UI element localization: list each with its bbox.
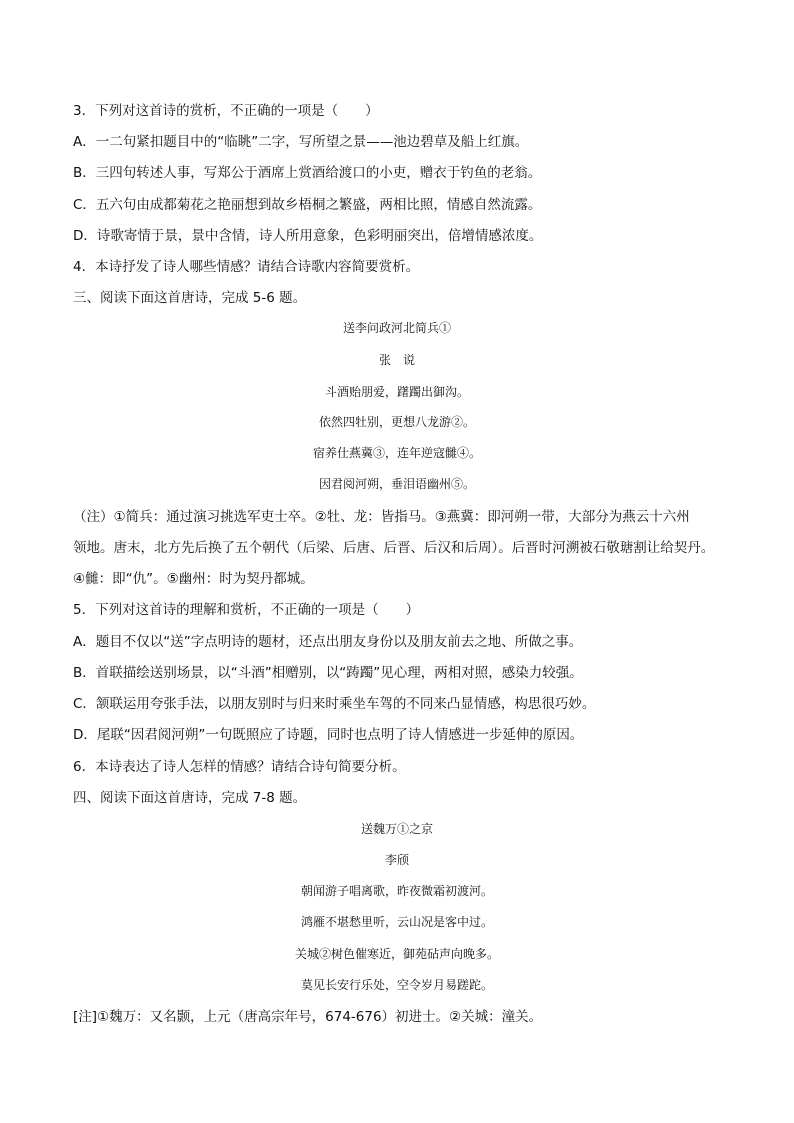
q3-option-d: D．诗歌寄情于景，景中含情，诗人所用意象，色彩明丽突出，倍增情感浓度。 (73, 228, 543, 244)
poem1-line-2: 依然四牡别，更想八龙游②。 (318, 415, 475, 429)
section4-heading: 四、阅读下面这首唐诗，完成 7-8 题。 (73, 790, 307, 806)
q5-option-b: B．首联描绘送别场景，以“斗酒”相赠别，以“踌躅”见心理，两相对照，感染力较强。 (73, 665, 583, 681)
q4-stem: 4．本诗抒发了诗人哪些情感？请结合诗歌内容简要赏析。 (73, 259, 420, 275)
q3-option-c: C．五六句由成都菊花之艳丽想到故乡梧桐之繁盛，两相比照，情感自然流露。 (73, 197, 542, 213)
poem1-note-line-2: 领地。唐末，北方先后换了五个朝代（后梁、后唐、后晋、后汉和后周）。后晋时河溯被石敬瑭割让给契丹。 (73, 540, 715, 556)
poem1-note-line-3: ④雠：即“仇”。⑤幽州：时为契丹都城。 (73, 571, 314, 587)
q5-option-a: A．题目不仅以“送”字点明诗的题材，还点出朋友身份以及朋友前去之地、所做之事。 (73, 634, 583, 650)
poem2-author: 李颀 (384, 853, 409, 867)
q6-stem: 6．本诗表达了诗人怎样的情感？请结合诗句简要分析。 (73, 759, 406, 775)
poem1-line-1: 斗酒贻朋爱，躇躅出御沟。 (324, 385, 469, 399)
poem1-line-3: 宿养仕燕冀③，连年逆寇雠④。 (312, 446, 481, 460)
poem1-line-4: 因君阅河朔，垂泪语幽州⑤。 (318, 477, 475, 491)
poem2-line-4: 莫见长安行乐处，空令岁月易蹉跎。 (300, 978, 493, 992)
q3-option-b: B．三四句转述人事，写郑公于酒席上赏酒给渡口的小吏，赠衣于钓鱼的老翁。 (73, 165, 542, 181)
q5-stem: 5．下列对这首诗的理解和赏析，不正确的一项是（ ） (73, 602, 420, 618)
poem2-note: [注]①魏万：又名颢，上元（唐高宗年号，674-676）初进士。②关城：潼关。 (73, 1009, 543, 1025)
poem1-author: 张 说 (378, 353, 415, 367)
poem2-line-2: 鸿雁不堪愁里听，云山况是客中过。 (300, 915, 493, 929)
poem2-line-3: 关城②树色催寒近，御苑砧声向晚多。 (294, 947, 499, 961)
q5-option-c: C．颔联运用夸张手法，以朋友别时与归来时乘坐车驾的不同来凸显情感，构思很巧妙。 (73, 696, 596, 712)
poem2-title: 送魏万①之京 (360, 822, 433, 836)
poem1-title: 送李问政河北简兵① (342, 321, 451, 335)
section3-heading: 三、阅读下面这首唐诗，完成 5-6 题。 (73, 290, 307, 306)
q3-option-a: A．一二句紧扣题目中的“临眺”二字，写所望之景——池边碧草及船上红旗。 (73, 134, 529, 150)
poem1-note-line-1: （注）①简兵：通过演习挑选军吏士卒。②牡、龙：皆指马。③燕冀：即河朔一带，大部分为燕云十六州 (73, 509, 690, 525)
q5-option-d: D．尾联“因君阅河朔”一句既照应了诗题，同时也点明了诗人情感进一步延伸的原因。 (73, 727, 584, 743)
poem2-line-1: 朝闻游子唱离歌，昨夜微霜初渡河。 (300, 884, 493, 898)
q3-stem: 3．下列对这首诗的赏析，不正确的一项是（ ） (73, 103, 379, 119)
